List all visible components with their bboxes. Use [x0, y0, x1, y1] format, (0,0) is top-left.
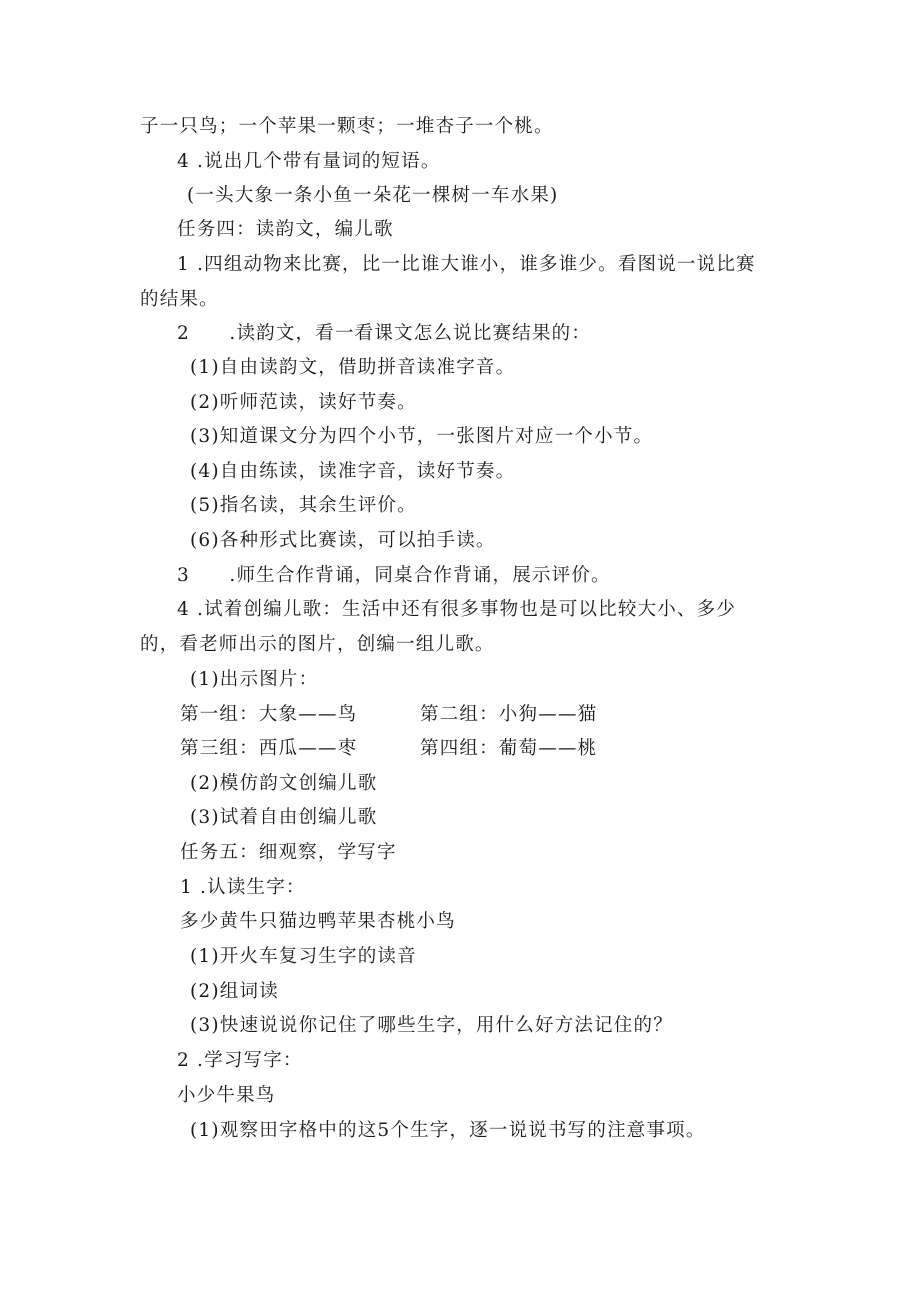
text-line: 3 .师生合作背诵，同桌合作背诵，展示评价。 [177, 565, 611, 586]
list-item: (4)自由练读，读准字音，读好节奏。 [190, 461, 516, 482]
list-item: (1)开火车复习生字的读音 [190, 946, 417, 967]
group-row [180, 703, 598, 727]
group-left: 第三组：西瓜——枣 [180, 738, 358, 759]
list-item: (5)指名读，其余生评价。 [190, 495, 417, 516]
list-item: (1)出示图片： [190, 669, 319, 690]
section-heading: 任务五：细观察，学写字 [180, 842, 397, 863]
text-line: 1 .四组动物来比赛，比一比谁大谁小，谁多谁少。看图说一说比赛 [177, 254, 756, 275]
list-item: (6)各种形式比赛读，可以拍手读。 [190, 530, 496, 551]
group-row [180, 737, 598, 761]
text-line: 1 .认读生字： [180, 877, 306, 898]
text-line: 4 .试着创编儿歌：生活中还有很多事物也是可以比较大小、多少 [177, 599, 737, 620]
text-line: 2 .学习写字： [177, 1050, 303, 1071]
text-line: 子一只鸟；一个苹果一颗枣；一堆杏子一个桃。 [140, 116, 554, 137]
text-line: 多少黄牛只猫边鸭苹果杏桃小鸟 [180, 911, 456, 932]
list-item: (3)知道课文分为四个小节，一张图片对应一个小节。 [190, 426, 654, 447]
text-line: 4 .说出几个带有量词的短语。 [177, 151, 441, 172]
list-item: (3)快速说说你记住了哪些生字，用什么好方法记住的？ [190, 1015, 673, 1036]
section-heading: 任务四：读韵文，编儿歌 [177, 219, 394, 240]
list-item: (2)组词读 [190, 981, 279, 1002]
list-item: (2)听师范读，读好节奏。 [190, 392, 417, 413]
list-item: (2)模仿韵文创编儿歌 [190, 773, 378, 794]
text-line: 小少牛果鸟 [177, 1085, 276, 1106]
group-left: 第一组：大象——鸟 [180, 704, 358, 725]
text-line: 2 .读韵文，看一看课文怎么说比赛结果的： [177, 323, 592, 344]
list-item: (1)自由读韵文，借助拼音读准字音。 [190, 357, 516, 378]
group-right: 第四组：葡萄——桃 [420, 738, 598, 759]
text-line: (一头大象一条小鱼一朵花一棵树一车水果) [187, 185, 559, 206]
text-line: 的结果。 [140, 289, 219, 310]
list-item: (3)试着自由创编儿歌 [190, 807, 378, 828]
list-item: (1)观察田字格中的这5个生字，逐一说说书写的注意事项。 [190, 1120, 706, 1141]
text-line: 的，看老师出示的图片，创编一组儿歌。 [140, 634, 495, 655]
group-right: 第二组：小狗——猫 [420, 704, 598, 725]
